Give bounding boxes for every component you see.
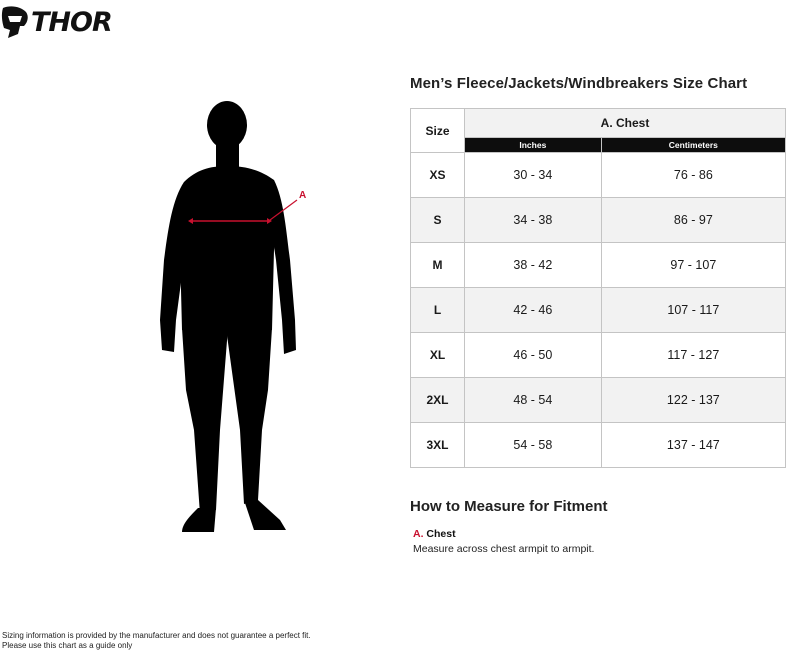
centimeters-cell: 76 - 86 [601, 153, 785, 198]
table-row [411, 153, 786, 198]
table-row [411, 198, 786, 243]
disclaimer-line: Please use this chart as a guide only [2, 641, 133, 650]
size-table [410, 108, 786, 468]
measure-item-letter: A. [413, 528, 424, 540]
inches-cell: 30 - 34 [465, 153, 602, 198]
size-cell: 2XL [411, 378, 465, 423]
size-cell: 3XL [411, 423, 465, 468]
measure-section-title: How to Measure for Fitment [410, 498, 608, 515]
centimeters-cell: 117 - 127 [601, 333, 785, 378]
measure-item-description: Measure across chest armpit to armpit. [413, 543, 595, 555]
inches-cell: 48 - 54 [465, 378, 602, 423]
size-column-header: Size [411, 109, 465, 153]
helmet-icon [0, 4, 30, 40]
inches-cell: 54 - 58 [465, 423, 602, 468]
size-cell: M [411, 243, 465, 288]
centimeters-header: Centimeters [601, 138, 785, 153]
size-cell: S [411, 198, 465, 243]
table-row [411, 423, 786, 468]
centimeters-cell: 137 - 147 [601, 423, 785, 468]
centimeters-cell: 107 - 117 [601, 288, 785, 333]
disclaimer [2, 631, 311, 651]
inches-cell: 34 - 38 [465, 198, 602, 243]
centimeters-cell: 122 - 137 [601, 378, 785, 423]
body-silhouette [150, 100, 320, 540]
measure-item-label [413, 528, 456, 540]
table-row [411, 378, 786, 423]
inches-cell: 38 - 42 [465, 243, 602, 288]
inches-cell: 46 - 50 [465, 333, 602, 378]
centimeters-cell: 97 - 107 [601, 243, 785, 288]
inches-cell: 42 - 46 [465, 288, 602, 333]
brand-wordmark: THOR [31, 6, 112, 38]
table-row [411, 288, 786, 333]
disclaimer-line: Sizing information is provided by the manufacturer and does not guarantee a perfect fit. [2, 631, 311, 640]
table-row [411, 243, 786, 288]
size-cell: XS [411, 153, 465, 198]
brand-logo [0, 2, 112, 42]
chart-title: Men’s Fleece/Jackets/Windbreakers Size Chart [410, 75, 748, 92]
callout-letter: A [299, 190, 307, 201]
centimeters-cell: 86 - 97 [601, 198, 785, 243]
table-row [411, 333, 786, 378]
measure-item-name: Chest [426, 528, 456, 540]
size-cell: L [411, 288, 465, 333]
inches-header: Inches [465, 138, 602, 153]
chest-group-header: A. Chest [465, 109, 786, 138]
size-cell: XL [411, 333, 465, 378]
